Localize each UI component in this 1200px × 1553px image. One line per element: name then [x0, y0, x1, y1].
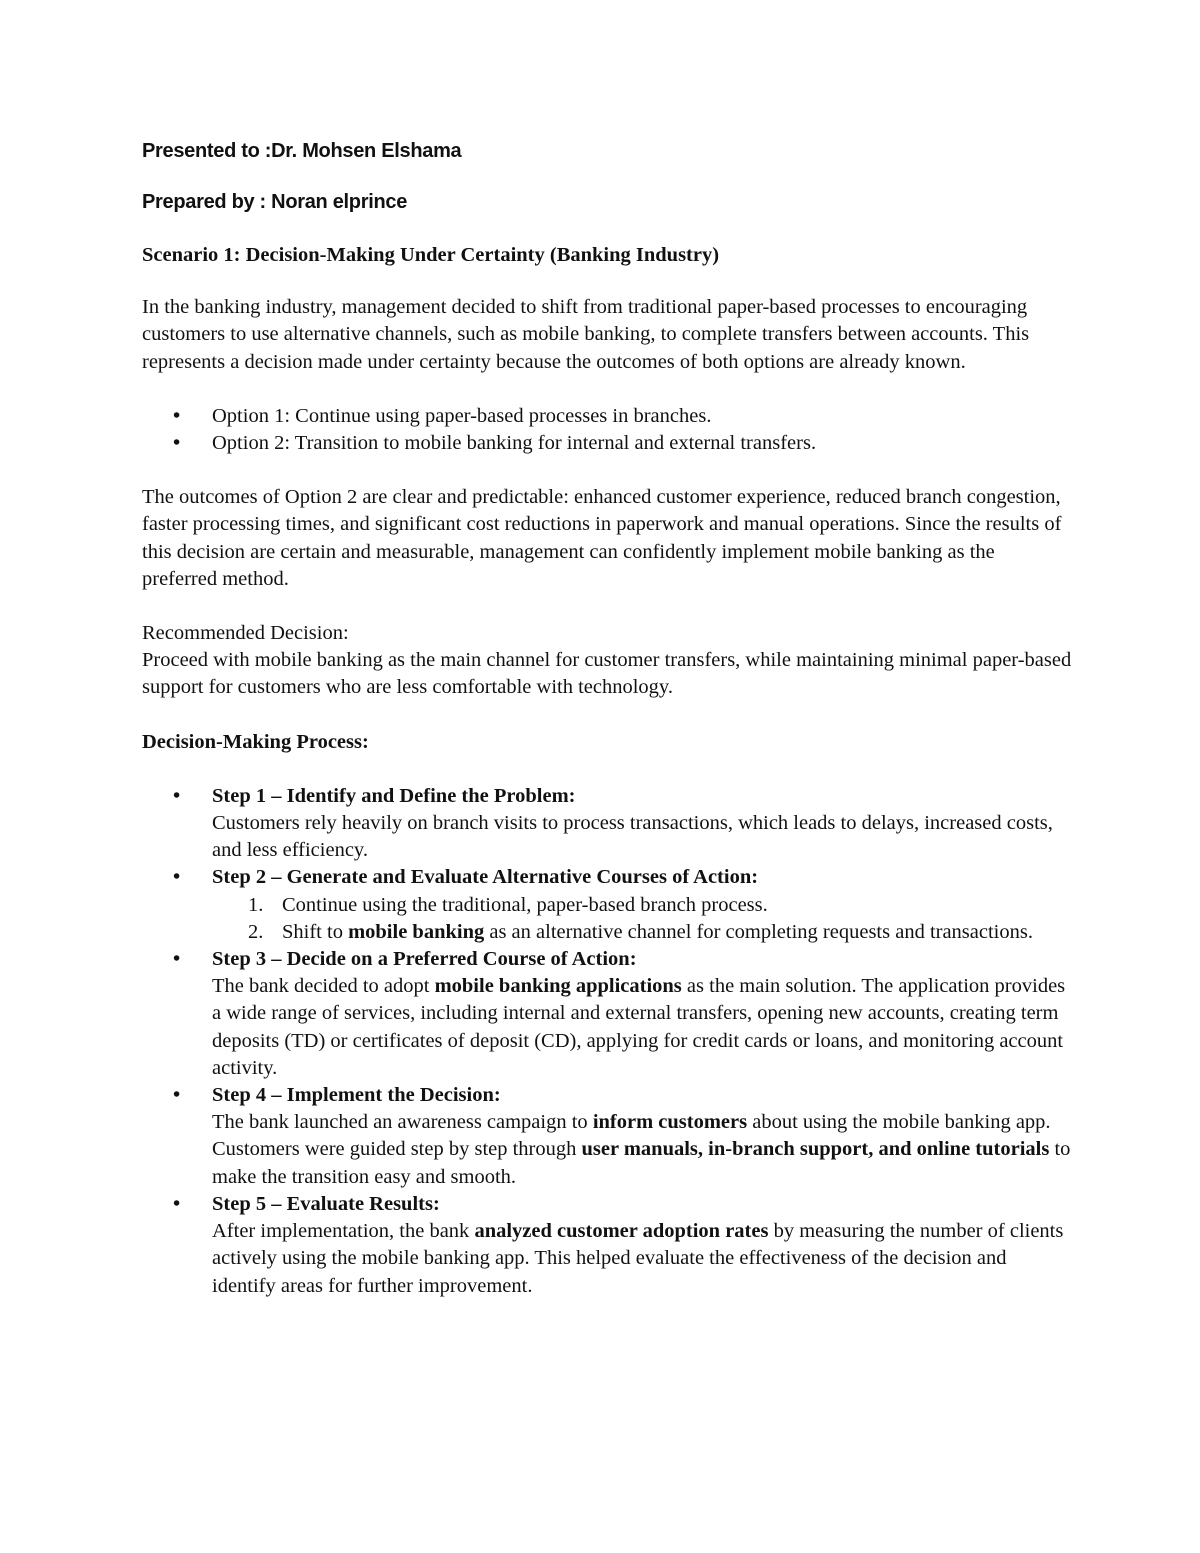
step-5-text-c: by measuring the number of clients actively using the mobile banking app. This helped evaluate the effectiveness of the decision and identify areas for further improvement. [212, 1220, 1064, 1297]
step-5 [142, 1191, 1072, 1300]
process-title: Decision-Making Process: [142, 730, 369, 753]
outcomes-paragraph: The outcomes of Option 2 are clear and predictable: enhanced customer experience, reduced branch congestion, faster processing times, and significant cost reductions in paperwork and manual operations. Since the results of this decision are certain and measurable, management can confidently implement mobile banking as the preferred method. [142, 486, 1062, 590]
step-4-text-c: about using the mobile banking app. Customers were guided step by step through [212, 1111, 1051, 1161]
step-1-title: • Step 1 – Identify and Define the Problem: [212, 784, 576, 807]
step-5-text-a: After implementation, the bank [212, 1220, 475, 1243]
document-page [142, 140, 1072, 1300]
step-4-text-a: The bank launched an awareness campaign to [212, 1111, 593, 1134]
step-4-text-e: to make the transition easy and smooth. [212, 1138, 1071, 1188]
step-3-text-c: as the main solution. The application provides a wide range of services, including internal and external transfers, opening new accounts, creating term deposits (TD) or certificates of deposit (CD), applying for credit cards or loans, and monitoring account activity. [212, 975, 1066, 1079]
step-4-title: • Step 4 – Implement the Decision: [212, 1084, 501, 1107]
step-1-text: Customers rely heavily on branch visits to process transactions, which leads to delays, increased costs, and less efficiency. [212, 812, 1053, 862]
alternative-item-2 [212, 919, 1072, 946]
step-3-text-a: The bank decided to adopt [212, 975, 435, 998]
scenario-title: Scenario 1: Decision-Making Under Certainty (Banking Industry) [142, 244, 720, 266]
alternative-text-2b: mobile banking [348, 920, 485, 943]
step-4 [142, 1082, 1072, 1191]
step-4-text-b: inform customers [592, 1111, 748, 1134]
step-3-title: • Step 3 – Decide on a Preferred Course of Action: [212, 948, 637, 971]
alternative-text-1: Continue using the traditional, paper-based branch process. [282, 893, 768, 916]
step-3-text-b: mobile banking applications [434, 975, 682, 998]
option-item-2: • Option 2: Transition to mobile banking for internal and external transfers. [142, 430, 1072, 457]
alternative-text-2c: as an alternative channel for completing requests and transactions. [484, 920, 1033, 943]
alternative-number-1: 1. [248, 893, 264, 916]
alternative-item-1 [212, 892, 1072, 919]
intro-paragraph: In the banking industry, management decided to shift from traditional paper-based processes to encouraging customers to use alternative channels, such as mobile banking, to complete transfers between accounts. This represents a decision made under certainty because the outcomes of both options are already known. [142, 296, 1030, 373]
alternative-number-2: 2. [248, 920, 264, 943]
options-list [142, 403, 1072, 457]
prepared-by-heading: Prepared by : Noran elprince [142, 191, 408, 213]
step-2 [142, 864, 1072, 946]
alternative-text-2a: Shift to [282, 920, 349, 943]
steps-list [142, 783, 1072, 1300]
recommended-decision-text: Proceed with mobile banking as the main channel for customer transfers, while maintaining minimal paper-based support for customers who are less comfortable with technology. [142, 649, 1072, 699]
step-4-text-d: user manuals, in-branch support, and online tutorials [581, 1138, 1050, 1161]
alternatives-list [212, 892, 1072, 946]
step-2-title: • Step 2 – Generate and Evaluate Alternative Courses of Action: [212, 866, 759, 889]
step-5-text-b: analyzed customer adoption rates [474, 1220, 769, 1243]
step-5-title: • Step 5 – Evaluate Results: [212, 1192, 440, 1215]
recommended-decision-label: Recommended Decision: [142, 622, 349, 645]
step-1 [142, 783, 1072, 865]
option-item-1: • Option 1: Continue using paper-based processes in branches. [142, 403, 1072, 430]
presented-to-heading: Presented to :Dr. Mohsen Elshama [142, 140, 462, 162]
step-3 [142, 946, 1072, 1082]
